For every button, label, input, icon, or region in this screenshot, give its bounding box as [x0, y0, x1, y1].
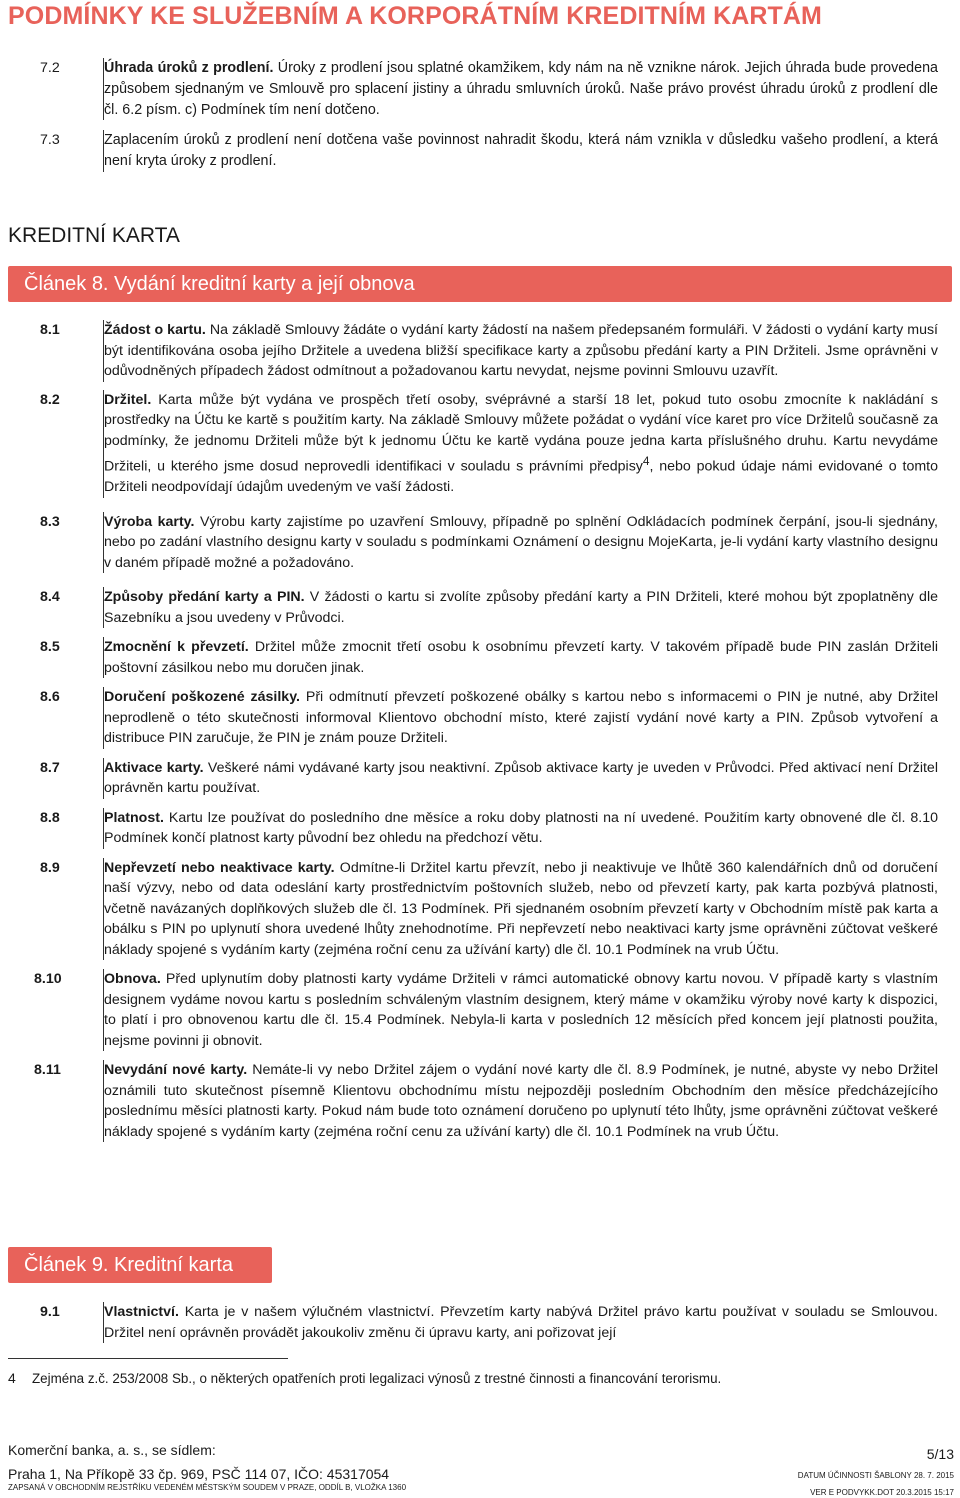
clause-body: Karta je v našem výlučném vlastnictví. Převzetím karty nabývá Držitel právo kartu používat v souladu se Smlouvou. Držitel není oprávněn provádět jakoukoliv změnu či úpravu karty, ani pořizovat její — [104, 1304, 938, 1341]
clause-number: 8.6 — [40, 689, 60, 706]
article-9-heading: Článek 9. Kreditní karta — [8, 1247, 272, 1283]
clause-number: 8.8 — [40, 809, 60, 826]
clause-text — [103, 637, 938, 678]
clause-body: Karta může být vydána ve prospěch třetí osoby, svéprávné a starší 18 let, pokud tuto osobu zmocníte k nakládání s prostředky na Účtu ke kartě s použitím karty. Na základě Smlouvy můžete požádat o vydání více karet pro více Držitelů současně za podmínky, že jednomu Držiteli může být k jednomu Účtu ke kartě vydána pouze jedna karta příslušného druhu. Kartu nevydáme Držiteli, u kterého jsme dosud neprovedli identifikaci v souladu s právními předpisy — [104, 391, 938, 475]
clause-8-1 — [0, 320, 960, 382]
clause-body: Na základě Smlouvy žádáte o vydání karty žádostí na našem předepsaném formuláři. V žádosti o vydání karty musí být identifikována osoba jejího Držitele a uvedena bližší specifikace karty a způsobu předání karty a PIN Držiteli. Jsme oprávněni v odůvodněných případech žádost odmítnout a požadovanou kartu nevydat, nejsme povinni Smlouvu uzavřít. — [104, 322, 938, 379]
clause-body: Zaplacením úroků z prodlení není dotčena vaše povinnost nahradit škodu, která nám vznikla v důsledku vašeho prodlení, a která není kryta úroky z prodlení. — [104, 132, 938, 170]
clause-8-4 — [0, 587, 960, 628]
clause-text — [103, 687, 938, 749]
clause-number: 7.3 — [40, 132, 60, 149]
clause-number: 9.1 — [40, 1304, 60, 1320]
clause-body: V žádosti o kartu si zvolíte způsoby předání karty a PIN Držiteli, které mohou být zpoplatněny dle Sazebníku a jsou uvedeny v Průvodci. — [104, 589, 938, 626]
clause-number: 8.11 — [34, 1062, 61, 1079]
clause-text — [103, 320, 938, 382]
clause-8-6 — [0, 687, 960, 749]
clause-8-9 — [0, 858, 960, 961]
clause-title: Žádost o kartu. — [104, 322, 206, 338]
clause-body: Nemáte-li vy nebo Držitel zájem o vydání nové karty dle čl. 8.9 Podmínek, je nutné, abyste vy nebo Držitel oznámili tuto skutečnost písemně Klientovu obchodnímu místu nejpozději posledním Obchodním den měsíce předcházejícího poslednímu měsíci platnosti karty. Pokud nám bude toto oznámení doručeno po uplynutí této lhůty, jsme oprávněni zúčtovat veškeré náklady spojené s vydáním karty (zejména roční cenu za užívání karty) dle čl. 10.1 Podmínek na vrub Účtu. — [104, 1062, 938, 1140]
footnote-number: 4 — [8, 1370, 16, 1386]
clause-body: Veškeré námi vydávané karty jsou neaktivní. Způsob aktivace karty je uveden v Průvodci. Před aktivací není Držitel oprávněn kartu používat. — [104, 759, 938, 797]
clause-number: 8.10 — [34, 971, 62, 988]
clause-text — [103, 969, 938, 1051]
clause-title: Držitel. — [104, 391, 152, 408]
article-8-heading: Článek 8. Vydání kreditní karty a její obnova — [8, 266, 952, 302]
footnote — [8, 1370, 721, 1386]
template-date: DATUM ÚČINNOSTI ŠABLONY 28. 7. 2015 — [797, 1471, 954, 1480]
clause-title: Doručení poškozené zásilky. — [104, 689, 300, 706]
clause-7-3 — [0, 130, 960, 172]
clause-title: Vlastnictví. — [104, 1304, 179, 1320]
clause-number: 8.3 — [40, 513, 60, 530]
article-8-body — [0, 320, 960, 1142]
clause-title: Výroba karty. — [104, 513, 195, 530]
clause-number: 8.5 — [40, 639, 60, 656]
clause-body: Před uplynutím doby platnosti karty vydáme Držiteli v rámci automatické obnovy kartu novou. V případě karty s vlastním designem vydáme novou kartu s posledním schváleným vlastním designem, který máme v okamžiku výroby nové karty k dispozici, to platí i pro obnovenou kartu dle čl. 15.4 Podmínek. Nebyla-li karta v posledních 12 měsících před koncem její platnosti použita, nejsme povinni ji obnovit. — [104, 971, 938, 1049]
clause-8-11 — [0, 1060, 960, 1142]
footer-registry: ZAPSANÁ V OBCHODNÍM REJSTŘÍKU VEDENÉM MĚSTSKÝM SOUDEM V PRAZE, ODDÍL B, VLOŽKA 1360 — [8, 1483, 407, 1492]
clause-text — [103, 858, 938, 961]
clause-text — [103, 130, 938, 172]
clause-text — [103, 390, 938, 498]
clause-title: Zmocnění k převzetí. — [104, 639, 249, 656]
clause-title: Aktivace karty. — [104, 759, 204, 776]
clause-number: 8.4 — [40, 589, 60, 606]
footer-meta — [798, 1446, 954, 1498]
clause-body: Při odmítnutí převzetí poškozené obálky s kartou nebo s informacemi o PIN je nutné, aby Držitel neprodleně o této skutečnosti informoval Klientovo obchodní místo, které zajistí vydání nové karty a PIN. Způsob vytvoření a distribuce PIN zaručuje, že PIN je znám pouze Držiteli. — [104, 689, 939, 747]
clause-8-8 — [0, 808, 960, 849]
clause-body: Kartu lze používat do posledního dne měsíce a roku doby platnosti na ní uvedené. Použitím karty obnovené dle čl. 8.10 Podmínek končí platnost karty původní bez ohledu na předchozí větu. — [104, 809, 938, 847]
article-9-body — [0, 1302, 960, 1343]
clause-title: Obnova. — [104, 971, 161, 988]
page-number: 5/13 — [926, 1446, 954, 1462]
clause-title: Platnost. — [104, 809, 164, 826]
clause-8-10 — [0, 969, 960, 1051]
footnote-divider — [8, 1358, 288, 1359]
clause-number: 8.9 — [40, 859, 60, 876]
clause-body: Výrobu karty zajistíme po uzavření Smlouvy, případně po splnění Odkládacích podmínek čerpání, jsou-li sjednány, nebo po zadání vlastního designu karty v souladu s podmínkami Oznámení o designu MojeKarta, je-li vydání karty vlastního designu v daném případě možné a požadováno. — [104, 513, 938, 571]
clause-text — [103, 758, 938, 799]
clause-text — [103, 1302, 938, 1343]
section-7 — [0, 58, 960, 172]
footer-company-info — [8, 1438, 389, 1486]
credit-card-heading: KREDITNÍ KARTA — [8, 224, 180, 247]
clause-title: Úhrada úroků z prodlení. — [104, 60, 274, 76]
footer-address: Praha 1, Na Příkopě 33 čp. 969, PSČ 114 07, IČO: 45317054 — [8, 1466, 390, 1482]
footer-company: Komerční banka, a. s., se sídlem: — [8, 1442, 216, 1458]
clause-8-2 — [0, 390, 960, 498]
clause-number: 8.2 — [40, 391, 60, 408]
clause-title: Způsoby předání karty a PIN. — [104, 589, 305, 606]
clause-7-2 — [0, 58, 960, 120]
clause-number: 7.2 — [40, 60, 60, 76]
clause-number: 8.1 — [40, 322, 60, 338]
clause-9-1 — [0, 1302, 960, 1343]
clause-body-after: , nebo pokud údaje námi evidované o tomto Držiteli neodpovídají údajům uvedeným ve vaší žádosti. — [104, 458, 938, 496]
clause-body: Odmítne-li Držitel kartu převzít, nebo ji neaktivuje ve lhůtě 360 kalendářních dnů od doručení naší výzvy, nebo od data odeslání karty prostřednictvím poštovních služeb, nebo od převzetí karty, pak karta pozbývá platnosti, včetně navázaných doplňkových služeb dle čl. 13 Podmínek. Při sjednaném osobním převzetí karty v Obchodním místě pak karta a obálku s PIN po uplynutí shora uvedené lhůty znehodnotíme. Při nepřevzetí nebo neaktivaci karty jsme oprávněni zúčtovat veškeré náklady spojené s vydáním karty (zejména roční cenu za užívání karty) dle čl. 10.1 Podmínek na vrub Účtu. — [104, 859, 938, 958]
clause-body: Držitel může zmocnit třetí osobu k osobnímu převzetí karty. V takovém případě bude PIN zaslán Držiteli poštovní zásilkou nebo mu doručen jinak. — [104, 639, 939, 676]
footnote-text: Zejména z.č. 253/2008 Sb., o některých opatřeních proti legalizaci výnosů z trestné činnosti a financování terorismu. — [32, 1371, 722, 1386]
clause-8-3 — [0, 512, 960, 574]
page-title: PODMÍNKY KE SLUŽEBNÍM A KORPORÁTNÍM KREDITNÍM KARTÁM — [8, 2, 822, 30]
clause-8-5 — [0, 637, 960, 678]
clause-title: Nevydání nové karty. — [104, 1062, 248, 1079]
clause-title: Nepřevzetí nebo neaktivace karty. — [104, 859, 335, 876]
clause-text — [103, 58, 938, 120]
clause-text — [103, 512, 938, 574]
clause-text — [103, 587, 938, 628]
clause-body: Úroky z prodlení jsou splatné okamžikem, kdy nám na ně vznikne nárok. Jejich úhrada bude provedena způsobem sjednaným ve Smlouvě pro splacení jistiny a úhradu smluvních úroků. Naše právo provést úhradu úroků z prodlení dle čl. 6.2 písm. c) Podmínek tím není dotčeno. — [104, 60, 938, 118]
clause-text — [103, 808, 938, 849]
template-version: VER E PODVYKK.DOT 20.3.2015 15:17 — [810, 1488, 954, 1497]
footnote-ref: 4 — [642, 454, 650, 468]
clause-8-7 — [0, 758, 960, 799]
clause-number: 8.7 — [40, 759, 60, 776]
clause-text — [103, 1060, 938, 1142]
